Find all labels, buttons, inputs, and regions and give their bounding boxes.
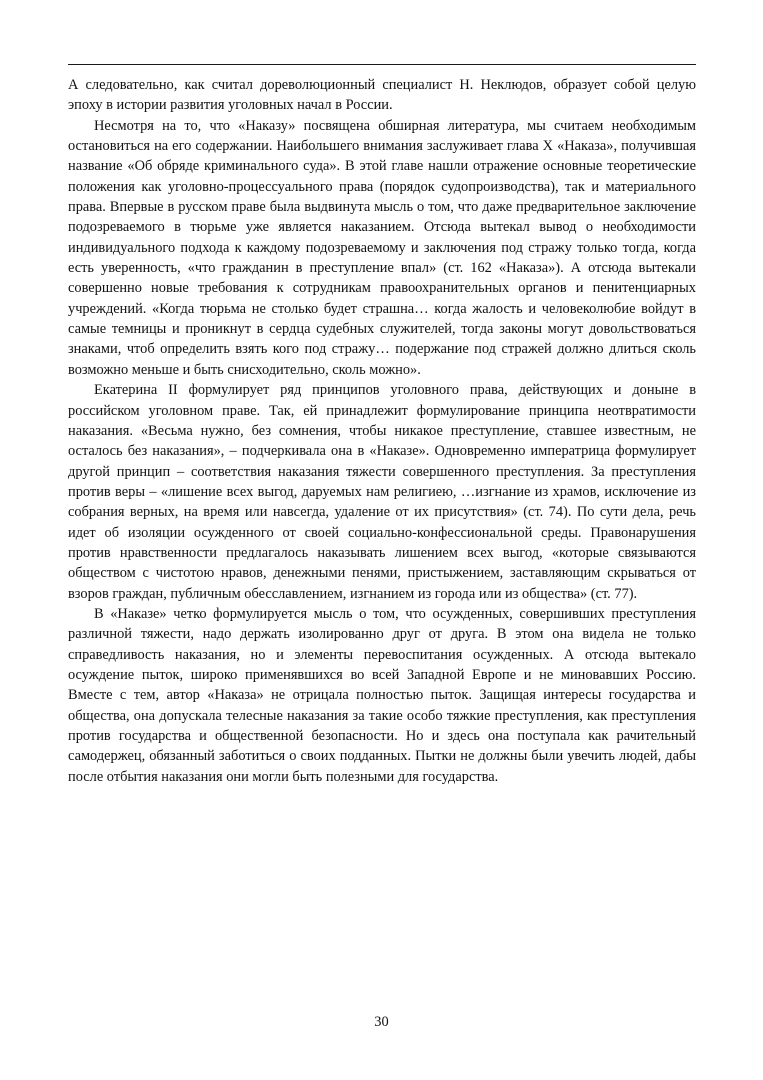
header-rule (68, 64, 696, 65)
paragraph-1: А следовательно, как считал дореволюционный специалист Н. Неклюдов, образует собой целую эпоху в истории развития уголовных начал в России. (68, 77, 696, 114)
page-number: 30 (374, 1014, 389, 1030)
paragraph-4: В «Наказе» четко формулируется мысль о том, что осужденных, совершивших преступления различной тяжести, надо держать изолированно друг от друга. В этом она видела не только справедливость наказания, но и элементы перевоспитания осужденных. А отсюда вытекало осуждение пыток, широко применявшихся во всей Западной Европе и не миновавших Россию. Вместе с тем, автор «Наказа» не отрицала полностью пыток. Защищая интересы государства и общества, она допускала телесные наказания за такие особо тяжкие преступления, как преступления против государства и общественной безопасности. Но и здесь она поступала как рачительный самодержец, обязанный заботиться о своих подданных. Пытки не должны были увечить людей, дабы после отбытия наказания они могли быть полезными для государства. (68, 605, 696, 785)
paragraph-3: Екатерина II формулирует ряд принципов уголовного права, действующих и доныне в российском уголовном праве. Так, ей принадлежит формулирование принципа неотвратимости наказания. «Весьма нужно, без сомнения, чтобы никакое преступление, ставшее известным, не осталось без наказания», – подчеркивала она в «Наказе». Одновременно императрица формулирует другой принцип – соответствия наказания тяжести совершенного преступления. За преступления против веры – «лишение всех выгод, даруемых нам религиею, …изгнание из храмов, исключение из собрания верных, на время или навсегда, удаление от их присутствия» (ст. 74). По сути дела, речь идет об изоляции осужденного от своей социально-конфессиональной среды. Правонарушения против нравственности предлагалось наказывать лишением всех выгод, «которые связываются обществом с чистотою нравов, денежными пенями, пристыжением, заставляющим скрываться от взоров граждан, публичным обесславлением, изгнанием из города или из общества» (ст. 77). (68, 382, 696, 602)
paragraph-2: Несмотря на то, что «Наказу» посвящена обширная литература, мы считаем необходимым остановиться на его содержании. Наибольшего внимания заслуживает глава X «Наказа», получившая название «Об обряде криминального суда». В этой главе нашли отражение основные теоретические положения как уголовно-процессуального права (порядок судопроизводства), так и материального права. Впервые в русском праве была выдвинута мысль о том, что даже предварительное заключение подозреваемого в тюрьме уже является наказанием. Отсюда вытекал вывод о необходимости индивидуального подхода к каждому подозреваемому и заключения под стражу только тогда, когда есть уверенность, «что гражданин в преступление впал» (ст. 162 «Наказа»). А отсюда вытекали совершенно новые требования к сотрудникам правоохранительных органов и пенитенциарных учреждений. «Когда тюрьма не столько будет страшна… когда жалость и человеколюбие войдут в самые темницы и проникнут в сердца судебных служителей, тогда законы могут довольствоваться знаками, чтоб определить взять кого под стражу… подержание под стражей должно длиться сколь возможно меньше и быть снисходительно, сколь можно». (68, 117, 696, 378)
body-text (68, 75, 696, 787)
